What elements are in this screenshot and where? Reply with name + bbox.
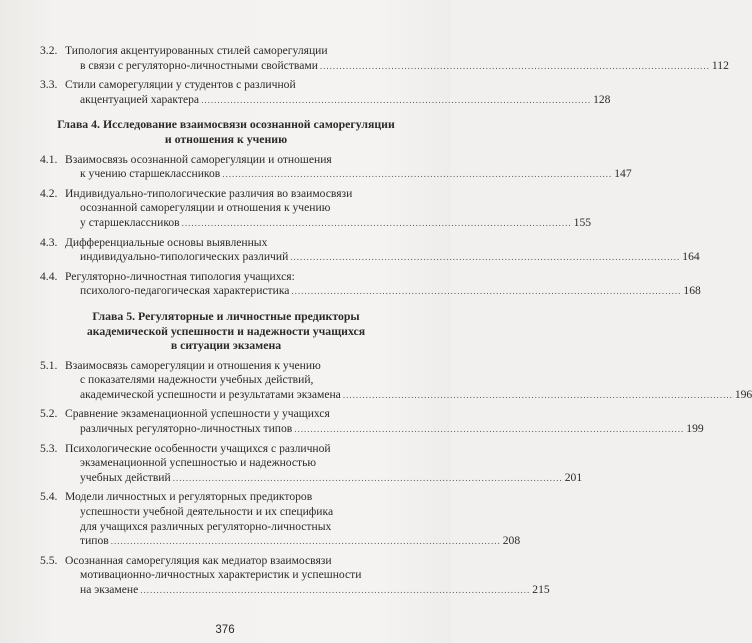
toc-entry-title-line: различных регуляторно-личностных типов [80, 422, 293, 436]
chapter-5-heading[interactable] [40, 309, 412, 353]
table-of-contents [40, 44, 752, 603]
toc-leader-dots: ........................................................................................................................ [290, 252, 681, 263]
toc-leader-dots: ........................................................................................................................ [319, 60, 710, 71]
toc-entry-title-line: с показателями надежности учебных действий, [80, 373, 314, 387]
toc-leader-dots: ........................................................................................................................ [172, 472, 563, 483]
toc-entry-title-line: в связи с регуляторно-личностными свойствами [80, 58, 318, 72]
toc-page-number: 164 [682, 250, 700, 264]
toc-entry-title-line: успешности учебной деятельности и их специфика [80, 505, 334, 519]
toc-entry-number: 3.2. [40, 44, 58, 57]
toc-entry-title-line: Типология акцентуированных стилей саморегуляции [65, 44, 328, 57]
toc-entry-body [65, 554, 550, 598]
toc-entry-last-line [65, 583, 550, 598]
toc-entry[interactable] [40, 78, 611, 107]
toc-leader-dots: ........................................................................................................................ [181, 217, 572, 228]
toc-page-number: 112 [711, 58, 729, 72]
toc-entry-title-line: учебных действий [80, 470, 171, 484]
toc-entry-title-line: академической успешности и результатами экзамена [80, 387, 341, 401]
toc-entry-title-line: для учащихся различных регуляторно-личностных [80, 519, 332, 533]
toc-entry[interactable] [40, 235, 700, 265]
toc-entry-body [65, 442, 582, 486]
toc-entry-body [65, 407, 704, 436]
toc-leader-dots: ........................................................................................................................ [291, 286, 682, 297]
toc-entry-title-line: Модели личностных и регуляторных предикторов [65, 490, 313, 504]
toc-entry-last-line [65, 167, 632, 182]
toc-entry-title-line: Регуляторно-личностная типология учащихся: [65, 269, 295, 283]
toc-entry[interactable] [40, 441, 583, 486]
toc-entry[interactable] [40, 553, 550, 598]
toc-entry[interactable] [40, 358, 752, 403]
toc-entry-number: 5.4. [40, 490, 58, 504]
toc-entry-title-line: Взаимосвязь саморегуляции и отношения к учению [65, 358, 321, 372]
page-number: 376 [215, 624, 235, 636]
toc-entry-last-line [65, 388, 752, 403]
toc-entry-title-line: к учению старшеклассников [80, 167, 221, 181]
toc-entry-last-line [65, 216, 591, 231]
toc-entry-title-line: экзаменационной успешностью и надежностью [80, 456, 317, 470]
toc-entry[interactable] [40, 44, 729, 73]
toc-entry-last-line [65, 284, 701, 299]
toc-entry-title-line: Стили саморегуляции у студентов с различной [65, 78, 296, 92]
toc-entry-number: 5.3. [40, 441, 58, 455]
toc-entry-body [65, 270, 701, 299]
chapter-heading-line: академической успешности и надежности учащихся [86, 323, 366, 338]
toc-entry-title-line: Взаимосвязь осознанной саморегуляции и отношения [65, 152, 332, 166]
toc-page-number: 128 [593, 92, 611, 106]
toc-page-number: 155 [573, 215, 592, 229]
toc-entry-body [65, 153, 632, 182]
toc-entry-body [65, 78, 610, 107]
toc-entry[interactable] [40, 269, 701, 299]
chapter-heading-line: в ситуации экзамена [170, 338, 282, 353]
chapter-heading-line: Глава 4. Исследование взаимосвязи осознанной саморегуляции [57, 117, 395, 132]
toc-leader-dots: ........................................................................................................................ [140, 585, 531, 595]
toc-leader-dots: ........................................................................................................................ [201, 94, 592, 105]
toc-entry-title-line: акцентуацией характера [80, 92, 200, 106]
toc-entry-last-line [65, 471, 582, 486]
toc-entry-last-line [65, 250, 700, 265]
toc-page-number: 215 [532, 583, 550, 596]
toc-entry-title-line: Сравнение экзаменационной успешности у учащихся [65, 407, 330, 421]
toc-entry-number: 4.2. [40, 186, 58, 200]
toc-entry-body [65, 44, 729, 73]
toc-page-number: 199 [686, 422, 704, 436]
toc-entry-body [65, 359, 752, 403]
toc-leader-dots: ........................................................................................................................ [294, 424, 685, 435]
toc-entry-title-line: у старшеклассников [80, 215, 180, 229]
chapter-heading-line: Глава 5. Регуляторные и личностные предикторы [92, 308, 360, 323]
toc-entry-title-line: мотивационно-личностных характеристик и успешности [80, 568, 362, 582]
toc-entry-body [65, 490, 520, 548]
toc-entry-number: 4.1. [40, 152, 58, 166]
toc-page-number: 147 [614, 167, 632, 181]
toc-entry-number: 5.2. [40, 407, 58, 421]
chapter-heading-line: и отношения к учению [164, 131, 288, 146]
toc-page-number: 208 [502, 534, 521, 548]
toc-entry-title-line: психолого-педагогическая характеристика [80, 284, 290, 298]
toc-entry[interactable] [40, 490, 521, 548]
toc-entry-title-line: индивидуально-типологических различий [80, 250, 289, 264]
toc-entry[interactable] [40, 407, 704, 436]
toc-entry-last-line [65, 534, 520, 549]
toc-entry-title-line: на экзамене [80, 583, 139, 596]
toc-entry-number: 3.3. [40, 78, 58, 92]
toc-entry-last-line [65, 93, 610, 108]
toc-leader-dots: ........................................................................................................................ [342, 389, 733, 400]
toc-entry[interactable] [40, 186, 592, 231]
toc-page-number: 196 [734, 387, 752, 401]
toc-entry-title-line: Дифференциальные основы выявленных [65, 235, 268, 249]
toc-entry-title-line: Психологические особенности учащихся с различной [65, 441, 331, 455]
toc-entry-number: 5.5. [40, 553, 58, 567]
toc-entry-body [65, 187, 591, 231]
toc-page-number: 201 [564, 470, 583, 484]
toc-entry-title-line: Осознанная саморегуляция как медиатор взаимосвязи [65, 553, 332, 567]
toc-page-number: 168 [683, 284, 701, 298]
toc-entry-number: 5.1. [40, 358, 58, 372]
toc-leader-dots: ........................................................................................................................ [222, 169, 613, 180]
toc-entry-number: 4.4. [40, 269, 58, 283]
toc-entry-body [65, 236, 700, 265]
toc-entry-title-line: осознанной саморегуляции и отношения к учению [80, 201, 331, 215]
toc-leader-dots: ........................................................................................................................ [110, 536, 501, 547]
toc-entry-title-line: Индивидуально-типологические различия во взаимосвязи [65, 186, 353, 200]
chapter-4-heading[interactable] [40, 117, 412, 146]
toc-entry-last-line [65, 59, 729, 74]
toc-entry[interactable] [40, 152, 632, 182]
toc-entry-last-line [65, 422, 704, 437]
toc-entry-title-line: типов [80, 534, 109, 548]
toc-entry-number: 4.3. [40, 235, 58, 249]
